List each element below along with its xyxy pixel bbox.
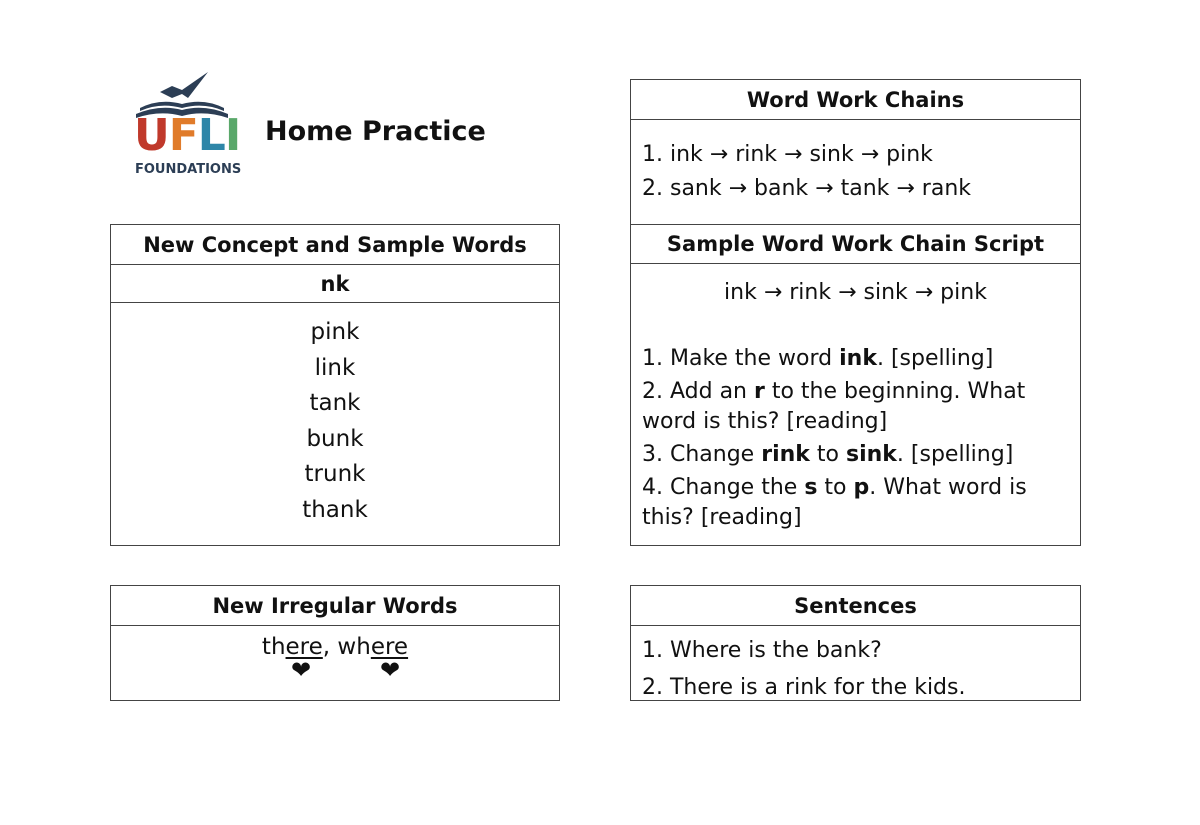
sentences-header: Sentences	[631, 586, 1080, 626]
sample-word: thank	[302, 496, 368, 523]
sentence-item: 2. There is a rink for the kids.	[642, 675, 966, 700]
sentences-box	[630, 585, 1081, 701]
script-header: Sample Word Work Chain Script	[631, 225, 1080, 264]
irregular-box	[110, 585, 560, 701]
page-title: Home Practice	[265, 116, 486, 147]
sentence-list	[631, 626, 1080, 706]
script-chain: ink → rink → sink → pink	[724, 280, 987, 305]
script-steps	[631, 308, 1080, 533]
ufli-logo	[130, 70, 242, 185]
script-step: 2. Add an r to the beginning. What word is this? [reading]	[642, 379, 1026, 434]
chain-item: 1. ink → rink → sink → pink	[642, 142, 933, 167]
sample-word: bunk	[306, 425, 364, 452]
irregular-word: there,	[261, 634, 331, 660]
concept-header: New Concept and Sample Words	[111, 225, 559, 265]
chains-box	[630, 79, 1081, 225]
irregular-word: where	[337, 634, 409, 660]
heart-icon: ❤	[380, 656, 401, 684]
sample-word: trunk	[304, 461, 366, 487]
irregular-header: New Irregular Words	[111, 586, 559, 626]
logo-subtitle: FOUNDATIONS	[135, 162, 242, 177]
chain-list	[631, 120, 1080, 206]
sentence-item: 1. Where is the bank?	[642, 638, 882, 663]
script-step: 3. Change rink to sink. [spelling]	[642, 442, 1014, 467]
script-step: 4. Change the s to p. What word is this? [reading]	[642, 475, 1027, 530]
heart-icon: ❤	[291, 656, 312, 684]
sample-word-list	[111, 315, 559, 528]
chains-header: Word Work Chains	[631, 80, 1080, 120]
logo-wordmark: UFLI	[134, 110, 241, 161]
script-box	[630, 224, 1081, 546]
irregular-word-list	[111, 634, 559, 660]
sample-word: tank	[309, 390, 361, 416]
sample-word: link	[314, 354, 356, 381]
concept-pattern: nk	[111, 265, 559, 303]
concept-box	[110, 224, 560, 546]
script-step: 1. Make the word ink. [spelling]	[642, 346, 994, 371]
sample-word: pink	[310, 319, 360, 345]
chain-item: 2. sank → bank → tank → rank	[642, 176, 972, 201]
